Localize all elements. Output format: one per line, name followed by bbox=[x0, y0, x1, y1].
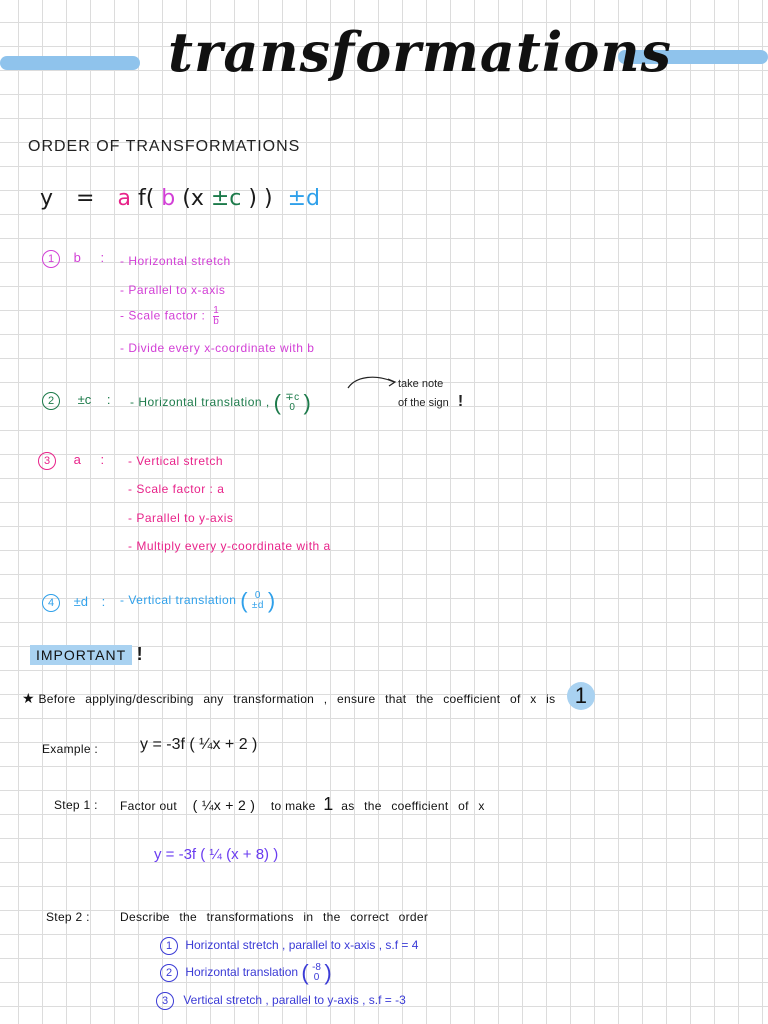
vector-bottom: ±d bbox=[251, 600, 264, 611]
page-title: transformations bbox=[168, 20, 673, 84]
title-left-bar bbox=[0, 56, 140, 70]
step-d-item-text: - Vertical translation bbox=[120, 593, 237, 608]
vec-close-paren: ) bbox=[267, 588, 276, 613]
step1-one: 1 bbox=[323, 794, 334, 814]
fraction-numerator: 1 bbox=[213, 305, 220, 316]
eq-equals: = bbox=[76, 186, 95, 211]
highlighted-one: 1 bbox=[567, 682, 595, 710]
step-b-number: 1 bbox=[42, 250, 60, 268]
step-b-item-3 bbox=[120, 306, 219, 327]
step-d-item bbox=[120, 588, 276, 614]
step-b-item-1: - Horizontal stretch bbox=[120, 254, 231, 268]
step-a-header bbox=[38, 452, 104, 470]
vector-bottom: 0 bbox=[289, 402, 296, 413]
list-number: 1 bbox=[160, 937, 178, 955]
rule-text: Before applying/describing any transformation , ensure that the coefficient of x is bbox=[38, 692, 556, 706]
step1-text-c: as the coefficient of x bbox=[341, 799, 485, 813]
step1-text-b: to make bbox=[270, 799, 316, 813]
important-heading bbox=[30, 644, 143, 665]
step-a-item-2: - Scale factor : a bbox=[128, 482, 225, 496]
step2-list-item-1 bbox=[160, 937, 418, 955]
step-c-label: ±c bbox=[77, 392, 92, 407]
vec-close-paren: ) bbox=[303, 390, 312, 415]
list-text: Vertical stretch , parallel to y-axis , s.f = -3 bbox=[183, 993, 406, 1007]
step-d-vector bbox=[252, 591, 264, 611]
step-a-colon: : bbox=[100, 452, 105, 467]
section-heading: ORDER OF TRANSFORMATIONS bbox=[28, 138, 301, 155]
step1-expr: ( ¼x + 2 ) bbox=[192, 797, 256, 813]
step-b-colon: : bbox=[100, 250, 105, 265]
step-d-number: 4 bbox=[42, 594, 60, 612]
eq-inner: (x bbox=[182, 186, 204, 211]
eq-pm-d: ±d bbox=[287, 186, 320, 211]
eq-pm-c: ±c bbox=[210, 186, 242, 211]
step-c-colon: : bbox=[106, 392, 111, 407]
step-a-number: 3 bbox=[38, 452, 56, 470]
vector-top: ∓c bbox=[285, 392, 300, 403]
step-c-vector bbox=[285, 393, 299, 413]
step-a-item-1: - Vertical stretch bbox=[128, 454, 224, 468]
fraction-denominator: b bbox=[213, 316, 220, 327]
step2-list-item-2 bbox=[160, 960, 332, 986]
step-c-number: 2 bbox=[42, 392, 60, 410]
eq-b: b bbox=[161, 186, 176, 211]
step-a-item-4: - Multiply every y-coordinate with a bbox=[128, 539, 331, 553]
step2-text: Describe the transformations in the correct order bbox=[120, 910, 429, 924]
note-line-2 bbox=[398, 393, 463, 412]
example-equation: y = -3f ( ¼x + 2 ) bbox=[140, 736, 258, 753]
scale-factor-fraction bbox=[213, 306, 219, 327]
exclamation-icon: ! bbox=[136, 644, 143, 664]
vec-open-paren: ( bbox=[301, 960, 309, 985]
step2-label: Step 2 : bbox=[46, 910, 90, 924]
exclamation-icon: ! bbox=[457, 393, 464, 410]
step-c-header bbox=[42, 392, 111, 410]
eq-f-open: f( bbox=[137, 186, 155, 211]
step-c-item bbox=[130, 390, 311, 416]
note-line-2-text: of the sign bbox=[398, 397, 449, 409]
step-d-label: ±d bbox=[73, 594, 88, 609]
vec-close-paren: ) bbox=[324, 960, 332, 985]
step-b-item-3-label: - Scale factor : bbox=[120, 308, 206, 323]
curved-arrow-icon bbox=[346, 374, 400, 390]
list-text: Horizontal translation bbox=[185, 965, 299, 980]
step1-text-a: Factor out bbox=[120, 799, 178, 813]
list-number: 3 bbox=[156, 992, 174, 1010]
step1-label: Step 1 : bbox=[54, 798, 98, 812]
vector-top: 0 bbox=[254, 590, 261, 601]
step-b-label: b bbox=[73, 250, 81, 265]
vector-bottom: 0 bbox=[313, 972, 320, 983]
step1-result: y = -3f ( ¼ (x + 8) ) bbox=[154, 846, 279, 863]
vec-open-paren: ( bbox=[273, 390, 282, 415]
step-a-label: a bbox=[73, 452, 81, 467]
vec-open-paren: ( bbox=[240, 588, 249, 613]
take-note-annotation bbox=[398, 375, 463, 412]
step-d-header bbox=[42, 594, 105, 612]
general-equation bbox=[40, 186, 320, 211]
step-d-colon: : bbox=[101, 594, 106, 609]
list-number: 2 bbox=[160, 964, 178, 982]
vector-top: -8 bbox=[312, 962, 321, 973]
important-rule bbox=[22, 682, 595, 710]
example-label: Example : bbox=[42, 742, 99, 756]
eq-a: a bbox=[117, 186, 131, 211]
eq-close-outer: ) bbox=[263, 186, 273, 211]
eq-close-inner: ) bbox=[248, 186, 257, 211]
step-b-item-4: - Divide every x-coordinate with b bbox=[120, 341, 315, 355]
eq-y: y bbox=[40, 186, 54, 211]
step-b-item-2: - Parallel to x-axis bbox=[120, 283, 226, 297]
step1-text bbox=[120, 794, 485, 815]
step-c-item-text: - Horizontal translation , bbox=[130, 395, 270, 410]
step2-list-item-3 bbox=[156, 992, 406, 1010]
step-a-item-3: - Parallel to y-axis bbox=[128, 511, 234, 525]
step-b-header bbox=[42, 250, 104, 268]
list-vector bbox=[312, 963, 321, 983]
star-icon: ★ bbox=[22, 690, 35, 706]
important-label: IMPORTANT bbox=[30, 645, 132, 665]
list-text: Horizontal stretch , parallel to x-axis , s.f = 4 bbox=[185, 938, 419, 952]
note-line-1: take note bbox=[398, 378, 444, 390]
